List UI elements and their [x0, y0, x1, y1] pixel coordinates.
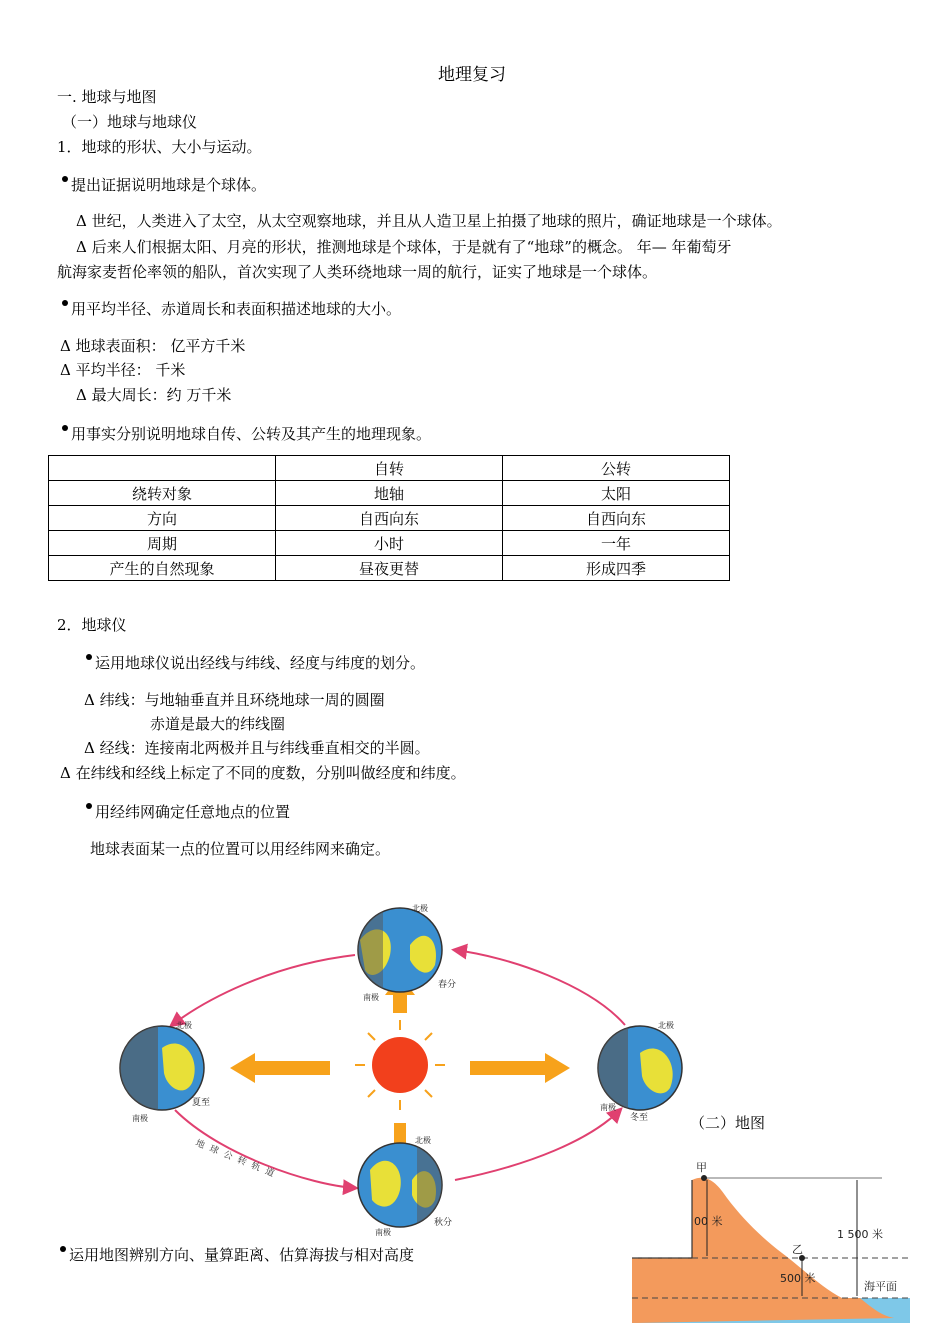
bullet-item: 运用地图辨别方向、量算距离、估算海拔与相对高度	[60, 1244, 414, 1265]
table-row	[49, 506, 730, 531]
stat-line: Δ 地球表面积： 亿平方千米	[60, 337, 246, 355]
table-cell: 周期	[49, 531, 276, 556]
elevation-profile-diagram	[632, 1158, 910, 1323]
orbit-label: 地球公转轨道	[193, 1138, 282, 1182]
stat-line: Δ 平均半径： 千米	[60, 361, 186, 379]
north-pole-label: 北极	[415, 1136, 431, 1145]
bullet-item: 用经纬网确定任意地点的位置	[86, 801, 290, 822]
bullet-item: 用事实分别说明地球自传、公转及其产生的地理现象。	[62, 423, 431, 444]
table-cell: 昼夜更替	[276, 556, 503, 581]
table-cell: 自西向东	[503, 506, 730, 531]
north-pole-label: 北极	[412, 904, 428, 913]
winter-label: 冬至	[630, 1113, 649, 1123]
heading-5: （二）地图	[690, 1114, 766, 1132]
table-cell	[49, 456, 276, 481]
globe-spring	[358, 908, 442, 992]
table-cell: 太阳	[503, 481, 730, 506]
orbit-arc	[172, 955, 355, 1025]
heading-2: （一）地球与地球仪	[62, 113, 198, 131]
bullet-icon	[62, 300, 68, 306]
table-row	[49, 481, 730, 506]
bullet-icon	[86, 654, 92, 660]
table-cell: 自西向东	[276, 506, 503, 531]
table-cell: 绕转对象	[49, 481, 276, 506]
stat-line: Δ 最大周长：约 万千米	[76, 386, 232, 404]
definition-line: 赤道是最大的纬线圈	[150, 715, 286, 733]
south-pole-label: 南极	[600, 1103, 616, 1112]
bullet-icon	[62, 176, 68, 182]
table-cell: 一年	[503, 531, 730, 556]
height-label: 00 米	[694, 1215, 723, 1228]
table-row	[49, 531, 730, 556]
table-header-row	[49, 456, 730, 481]
bullet-item: 运用地球仪说出经线与纬线、经度与纬度的划分。	[86, 652, 425, 673]
heading-1: 一. 地球与地图	[57, 88, 157, 106]
paragraph: Δ 世纪，人类进入了太空，从太空观察地球，并且从人造卫星上拍摄了地球的照片，确证地球是一个球体。	[76, 212, 782, 230]
spring-label: 春分	[438, 980, 457, 990]
sun-icon	[355, 1020, 445, 1110]
orbit-arc	[455, 950, 625, 1025]
table-cell: 方向	[49, 506, 276, 531]
table-cell: 地轴	[276, 481, 503, 506]
point-jia-label: 甲	[696, 1161, 707, 1174]
height-label: 500 米	[780, 1272, 816, 1285]
paragraph: 地球表面某一点的位置可以用经纬网来确定。	[90, 840, 391, 858]
point-jia	[701, 1175, 707, 1181]
bullet-icon	[86, 803, 92, 809]
definition-line: Δ 纬线：与地轴垂直并且环绕地球一周的圆圈	[84, 691, 385, 709]
south-pole-label: 南极	[375, 1228, 391, 1237]
height-label: 1 500 米	[837, 1228, 883, 1241]
table-cell: 产生的自然现象	[49, 556, 276, 581]
table-cell: 小时	[276, 531, 503, 556]
land-profile	[632, 1178, 894, 1323]
earth-orbit-diagram	[110, 895, 700, 1240]
bullet-icon	[62, 425, 68, 431]
globe-winter	[598, 1026, 682, 1110]
table-cell: 公转	[503, 456, 730, 481]
bullet-item: 提出证据说明地球是个球体。	[62, 174, 266, 195]
table-row	[49, 556, 730, 581]
bullet-item: 用平均半径、赤道周长和表面积描述地球的大小。	[62, 298, 401, 319]
page-title: 地理复习	[438, 65, 506, 85]
south-pole-label: 南极	[132, 1114, 148, 1123]
orbit-arc	[455, 1110, 620, 1180]
north-pole-label: 北极	[176, 1021, 192, 1030]
heading-4: 2．地球仪	[57, 616, 127, 634]
north-pole-label: 北极	[658, 1021, 674, 1030]
autumn-label: 秋分	[434, 1218, 453, 1228]
table-cell: 形成四季	[503, 556, 730, 581]
globe-autumn	[358, 1143, 442, 1227]
summer-label: 夏至	[192, 1098, 211, 1108]
paragraph: 航海家麦哲伦率领的船队，首次实现了人类环绕地球一周的航行，证实了地球是一个球体。	[57, 263, 658, 281]
paragraph: Δ 后来人们根据太阳、月亮的形状，推测地球是个球体，于是就有了“地球”的概念。 年— 年葡萄牙	[76, 238, 732, 256]
definition-line: Δ 在纬线和经线上标定了不同的度数，分别叫做经度和纬度。	[60, 764, 466, 782]
south-pole-label: 南极	[363, 993, 379, 1002]
table-cell: 自转	[276, 456, 503, 481]
heading-3: 1．地球的形状、大小与运动。	[57, 138, 262, 156]
bullet-icon	[60, 1246, 66, 1252]
rotation-revolution-table	[48, 455, 730, 581]
point-yi-label: 乙	[792, 1243, 803, 1256]
definition-line: Δ 经线：连接南北两极并且与纬线垂直相交的半圆。	[84, 739, 430, 757]
sea-level-label: 海平面	[864, 1280, 897, 1293]
